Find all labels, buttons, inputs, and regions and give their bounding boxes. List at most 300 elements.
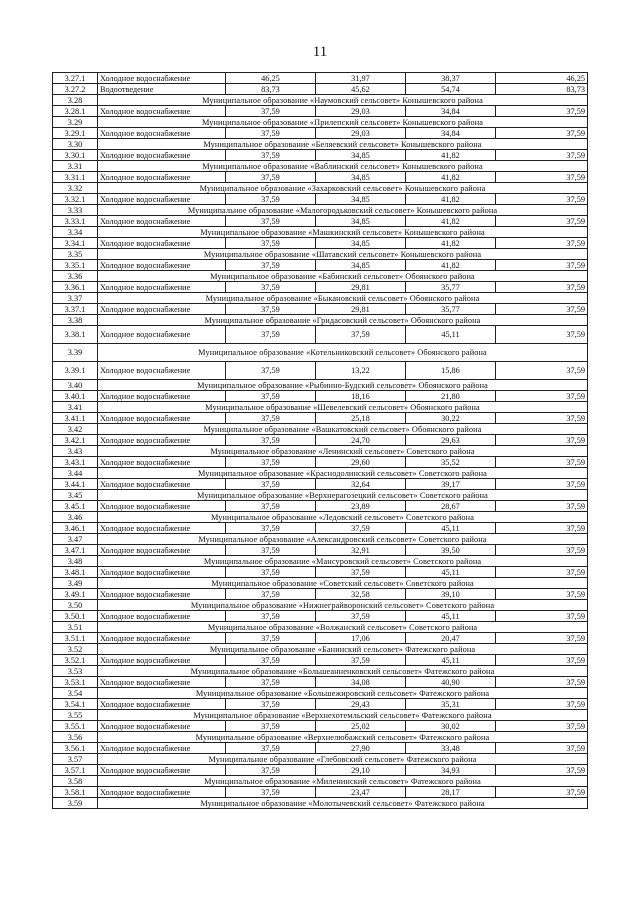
tariff-value-3: 15,86 xyxy=(406,362,496,380)
municipality-title: Муниципальное образование «Волжанский сельсовет» Советского района xyxy=(98,622,588,633)
row-number: 3.38 xyxy=(53,315,98,326)
municipality-title: Муниципальное образование «Быкановский сельсовет» Обоянского района xyxy=(98,293,588,304)
service-name: Холодное водоснабжение xyxy=(98,194,226,205)
table-row xyxy=(53,545,588,556)
row-number: 3.53.1 xyxy=(53,677,98,688)
row-number: 3.42 xyxy=(53,424,98,435)
row-number: 3.49 xyxy=(53,578,98,589)
row-number: 3.34.1 xyxy=(53,238,98,249)
row-number: 3.46 xyxy=(53,512,98,523)
tariff-value-4: 37,59 xyxy=(496,216,588,227)
tariff-value-4: 37,59 xyxy=(496,501,588,512)
tariff-value-2: 34,85 xyxy=(316,238,406,249)
section-header-row xyxy=(53,644,588,655)
tariff-value-3: 35,77 xyxy=(406,282,496,293)
row-number: 3.29.1 xyxy=(53,128,98,139)
tariff-value-4: 37,59 xyxy=(496,721,588,732)
table-row xyxy=(53,765,588,776)
tariff-value-1: 37,59 xyxy=(226,435,316,446)
tariff-value-4: 37,59 xyxy=(496,479,588,490)
row-number: 3.55 xyxy=(53,710,98,721)
tariff-value-3: 45,11 xyxy=(406,611,496,622)
tariff-value-2: 23,47 xyxy=(316,787,406,798)
tariff-value-1: 37,59 xyxy=(226,304,316,315)
tariff-value-2: 34,85 xyxy=(316,194,406,205)
tariff-value-3: 45,11 xyxy=(406,655,496,666)
municipality-title: Муниципальное образование «Ваблинский сельсовет» Конышевского района xyxy=(98,161,588,172)
tariff-value-4: 37,59 xyxy=(496,194,588,205)
table-row xyxy=(53,304,588,315)
municipality-title: Муниципальное образование «Советский сельсовет» Советского района xyxy=(98,578,588,589)
tariff-value-4: 37,59 xyxy=(496,391,588,402)
row-number: 3.45 xyxy=(53,490,98,501)
tariff-value-3: 39,17 xyxy=(406,479,496,490)
table-row xyxy=(53,150,588,161)
tariff-value-3: 35,31 xyxy=(406,699,496,710)
tariff-table xyxy=(52,72,588,809)
row-number: 3.48 xyxy=(53,556,98,567)
table-row xyxy=(53,523,588,534)
row-number: 3.37.1 xyxy=(53,304,98,315)
table-row xyxy=(53,479,588,490)
tariff-value-2: 32,58 xyxy=(316,589,406,600)
table-row xyxy=(53,216,588,227)
tariff-value-2: 24,70 xyxy=(316,435,406,446)
tariff-value-3: 41,82 xyxy=(406,194,496,205)
tariff-value-4: 37,59 xyxy=(496,567,588,578)
row-number: 3.33.1 xyxy=(53,216,98,227)
table-row xyxy=(53,611,588,622)
tariff-value-4: 37,59 xyxy=(496,128,588,139)
tariff-value-2: 29,60 xyxy=(316,457,406,468)
row-number: 3.50 xyxy=(53,600,98,611)
row-number: 3.43.1 xyxy=(53,457,98,468)
service-name: Холодное водоснабжение xyxy=(98,362,226,380)
service-name: Холодное водоснабжение xyxy=(98,326,226,344)
section-header-row xyxy=(53,183,588,194)
municipality-title: Муниципальное образование «Молотычевский сельсовет» Фатежского района xyxy=(98,798,588,809)
row-number: 3.32.1 xyxy=(53,194,98,205)
service-name: Холодное водоснабжение xyxy=(98,457,226,468)
tariff-value-4: 37,59 xyxy=(496,655,588,666)
section-header-row xyxy=(53,380,588,391)
service-name: Холодное водоснабжение xyxy=(98,677,226,688)
section-header-row xyxy=(53,424,588,435)
municipality-title: Муниципальное образование «Бабинский сельсовет» Обоянского района xyxy=(98,271,588,282)
tariff-value-2: 37,59 xyxy=(316,326,406,344)
tariff-value-2: 31,97 xyxy=(316,73,406,84)
row-number: 3.38.1 xyxy=(53,326,98,344)
row-number: 3.54 xyxy=(53,688,98,699)
section-header-row xyxy=(53,402,588,413)
service-name: Холодное водоснабжение xyxy=(98,106,226,117)
row-number: 3.46.1 xyxy=(53,523,98,534)
tariff-value-3: 41,82 xyxy=(406,260,496,271)
municipality-title: Муниципальное образование «Рыбинно-Будский сельсовет» Обоянского района xyxy=(98,380,588,391)
tariff-value-1: 37,59 xyxy=(226,150,316,161)
row-number: 3.54.1 xyxy=(53,699,98,710)
row-number: 3.32 xyxy=(53,183,98,194)
section-header-row xyxy=(53,468,588,479)
table-row xyxy=(53,260,588,271)
row-number: 3.44.1 xyxy=(53,479,98,490)
tariff-value-2: 32,91 xyxy=(316,545,406,556)
row-number: 3.58.1 xyxy=(53,787,98,798)
service-name: Холодное водоснабжение xyxy=(98,128,226,139)
tariff-value-1: 37,59 xyxy=(226,391,316,402)
municipality-title: Муниципальное образование «Малогородьковский сельсовет» Конышевского района xyxy=(98,205,588,216)
municipality-title: Муниципальное образование «Краснодолинский сельсовет» Советского района xyxy=(98,468,588,479)
row-number: 3.31.1 xyxy=(53,172,98,183)
tariff-value-4: 37,59 xyxy=(496,699,588,710)
table-row xyxy=(53,106,588,117)
row-number: 3.56 xyxy=(53,732,98,743)
tariff-value-1: 37,59 xyxy=(226,589,316,600)
row-number: 3.28 xyxy=(53,95,98,106)
tariff-value-3: 45,11 xyxy=(406,523,496,534)
tariff-value-1: 37,59 xyxy=(226,655,316,666)
service-name: Холодное водоснабжение xyxy=(98,413,226,424)
tariff-value-2: 27,90 xyxy=(316,743,406,754)
table-row xyxy=(53,73,588,84)
section-header-row xyxy=(53,315,588,326)
page-number: 11 xyxy=(312,44,328,60)
service-name: Холодное водоснабжение xyxy=(98,721,226,732)
tariff-value-4: 37,59 xyxy=(496,523,588,534)
tariff-value-3: 41,82 xyxy=(406,216,496,227)
tariff-value-1: 37,59 xyxy=(226,633,316,644)
tariff-table-body xyxy=(53,73,588,809)
service-name: Холодное водоснабжение xyxy=(98,567,226,578)
service-name: Холодное водоснабжение xyxy=(98,699,226,710)
tariff-value-1: 37,59 xyxy=(226,216,316,227)
tariff-value-3: 29,63 xyxy=(406,435,496,446)
tariff-value-1: 37,59 xyxy=(226,699,316,710)
section-header-row xyxy=(53,512,588,523)
row-number: 3.56.1 xyxy=(53,743,98,754)
table-row xyxy=(53,589,588,600)
tariff-value-4: 37,59 xyxy=(496,787,588,798)
tariff-value-1: 46,25 xyxy=(226,73,316,84)
tariff-value-2: 29,10 xyxy=(316,765,406,776)
tariff-value-1: 37,59 xyxy=(226,721,316,732)
tariff-value-3: 45,11 xyxy=(406,567,496,578)
tariff-value-1: 37,59 xyxy=(226,457,316,468)
table-row xyxy=(53,787,588,798)
tariff-value-1: 37,59 xyxy=(226,765,316,776)
row-number: 3.40 xyxy=(53,380,98,391)
tariff-value-2: 29,81 xyxy=(316,304,406,315)
tariff-value-4: 37,59 xyxy=(496,589,588,600)
section-header-row xyxy=(53,578,588,589)
service-name: Холодное водоснабжение xyxy=(98,260,226,271)
tariff-value-3: 34,84 xyxy=(406,106,496,117)
table-row xyxy=(53,326,588,344)
table-row xyxy=(53,501,588,512)
row-number: 3.43 xyxy=(53,446,98,457)
tariff-value-4: 37,59 xyxy=(496,106,588,117)
tariff-value-4: 37,59 xyxy=(496,150,588,161)
tariff-value-1: 37,59 xyxy=(226,260,316,271)
table-row xyxy=(53,633,588,644)
tariff-value-1: 37,59 xyxy=(226,523,316,534)
service-name: Холодное водоснабжение xyxy=(98,150,226,161)
tariff-value-4: 37,59 xyxy=(496,743,588,754)
tariff-value-3: 30,02 xyxy=(406,721,496,732)
tariff-value-2: 29,03 xyxy=(316,106,406,117)
tariff-value-1: 37,59 xyxy=(226,479,316,490)
section-header-row xyxy=(53,117,588,128)
tariff-value-1: 37,59 xyxy=(226,172,316,183)
municipality-title: Муниципальное образование «Наумовский сельсовет» Конышевского района xyxy=(98,95,588,106)
tariff-value-1: 37,59 xyxy=(226,413,316,424)
tariff-value-3: 34,84 xyxy=(406,128,496,139)
section-header-row xyxy=(53,490,588,501)
tariff-value-2: 29,03 xyxy=(316,128,406,139)
service-name: Холодное водоснабжение xyxy=(98,216,226,227)
table-row xyxy=(53,677,588,688)
service-name: Холодное водоснабжение xyxy=(98,479,226,490)
section-header-row xyxy=(53,293,588,304)
row-number: 3.29 xyxy=(53,117,98,128)
municipality-title: Муниципальное образование «Нижнеграйворонский сельсовет» Советского района xyxy=(98,600,588,611)
tariff-value-2: 37,59 xyxy=(316,567,406,578)
table-row xyxy=(53,194,588,205)
table-row xyxy=(53,743,588,754)
tariff-value-3: 28,67 xyxy=(406,501,496,512)
tariff-value-3: 35,77 xyxy=(406,304,496,315)
tariff-value-3: 39,50 xyxy=(406,545,496,556)
service-name: Холодное водоснабжение xyxy=(98,589,226,600)
tariff-value-1: 37,59 xyxy=(226,677,316,688)
tariff-value-1: 37,59 xyxy=(226,567,316,578)
table-row xyxy=(53,457,588,468)
section-header-row xyxy=(53,710,588,721)
tariff-value-4: 37,59 xyxy=(496,435,588,446)
tariff-value-2: 34,08 xyxy=(316,677,406,688)
section-header-row xyxy=(53,666,588,677)
tariff-value-2: 37,59 xyxy=(316,611,406,622)
tariff-value-1: 37,59 xyxy=(226,238,316,249)
tariff-value-4: 46,25 xyxy=(496,73,588,84)
table-row xyxy=(53,567,588,578)
row-number: 3.39 xyxy=(53,344,98,362)
tariff-value-4: 37,59 xyxy=(496,545,588,556)
service-name: Холодное водоснабжение xyxy=(98,172,226,183)
service-name: Холодное водоснабжение xyxy=(98,501,226,512)
section-header-row xyxy=(53,249,588,260)
tariff-value-2: 32,64 xyxy=(316,479,406,490)
table-row xyxy=(53,128,588,139)
municipality-title: Муниципальное образование «Верхнехотемльский сельсовет» Фатежского района xyxy=(98,710,588,721)
tariff-value-3: 30,22 xyxy=(406,413,496,424)
service-name: Холодное водоснабжение xyxy=(98,238,226,249)
row-number: 3.35.1 xyxy=(53,260,98,271)
tariff-value-4: 37,59 xyxy=(496,282,588,293)
row-number: 3.36.1 xyxy=(53,282,98,293)
row-number: 3.39.1 xyxy=(53,362,98,380)
service-name: Холодное водоснабжение xyxy=(98,282,226,293)
section-header-row xyxy=(53,446,588,457)
municipality-title: Муниципальное образование «Беляевский сельсовет» Конышевского района xyxy=(98,139,588,150)
row-number: 3.30 xyxy=(53,139,98,150)
tariff-value-4: 37,59 xyxy=(496,677,588,688)
table-row xyxy=(53,282,588,293)
municipality-title: Муниципальное образование «Машкинский сельсовет» Конышевского района xyxy=(98,227,588,238)
service-name: Холодное водоснабжение xyxy=(98,743,226,754)
service-name: Холодное водоснабжение xyxy=(98,611,226,622)
row-number: 3.37 xyxy=(53,293,98,304)
tariff-value-4: 83,73 xyxy=(496,84,588,95)
table-row xyxy=(53,435,588,446)
tariff-value-2: 37,59 xyxy=(316,523,406,534)
row-number: 3.31 xyxy=(53,161,98,172)
section-header-row xyxy=(53,732,588,743)
row-number: 3.36 xyxy=(53,271,98,282)
tariff-value-4: 37,59 xyxy=(496,172,588,183)
row-number: 3.27.1 xyxy=(53,73,98,84)
section-header-row xyxy=(53,227,588,238)
tariff-value-1: 37,59 xyxy=(226,194,316,205)
tariff-value-1: 37,59 xyxy=(226,106,316,117)
tariff-value-4: 37,59 xyxy=(496,260,588,271)
section-header-row xyxy=(53,556,588,567)
service-name: Холодное водоснабжение xyxy=(98,765,226,776)
tariff-value-3: 35,52 xyxy=(406,457,496,468)
tariff-value-4: 37,59 xyxy=(496,765,588,776)
table-row xyxy=(53,391,588,402)
municipality-title: Муниципальное образование «Шатавский сельсовет» Конышевского района xyxy=(98,249,588,260)
tariff-value-3: 28,17 xyxy=(406,787,496,798)
tariff-value-4: 37,59 xyxy=(496,457,588,468)
row-number: 3.59 xyxy=(53,798,98,809)
section-header-row xyxy=(53,139,588,150)
service-name: Холодное водоснабжение xyxy=(98,545,226,556)
tariff-value-3: 38,37 xyxy=(406,73,496,84)
municipality-title: Муниципальное образование «Верхнелюбажский сельсовет» Фатежского района xyxy=(98,732,588,743)
tariff-value-2: 25,18 xyxy=(316,413,406,424)
tariff-value-4: 37,59 xyxy=(496,362,588,380)
municipality-title: Муниципальное образование «Шевелевский сельсовет» Обоянского района xyxy=(98,402,588,413)
tariff-value-4: 37,59 xyxy=(496,304,588,315)
table-row xyxy=(53,362,588,380)
row-number: 3.47.1 xyxy=(53,545,98,556)
table-row xyxy=(53,413,588,424)
tariff-value-3: 20,47 xyxy=(406,633,496,644)
row-number: 3.34 xyxy=(53,227,98,238)
section-header-row xyxy=(53,271,588,282)
service-name: Холодное водоснабжение xyxy=(98,304,226,315)
table-row xyxy=(53,84,588,95)
table-row xyxy=(53,699,588,710)
row-number: 3.52 xyxy=(53,644,98,655)
tariff-value-2: 13,22 xyxy=(316,362,406,380)
tariff-value-1: 37,59 xyxy=(226,611,316,622)
table-row xyxy=(53,172,588,183)
tariff-value-1: 37,59 xyxy=(226,545,316,556)
section-header-row xyxy=(53,161,588,172)
tariff-value-3: 39,10 xyxy=(406,589,496,600)
municipality-title: Муниципальное образование «Миленинский сельсовет» Фатежского района xyxy=(98,776,588,787)
row-number: 3.45.1 xyxy=(53,501,98,512)
tariff-value-2: 45,62 xyxy=(316,84,406,95)
service-name: Холодное водоснабжение xyxy=(98,655,226,666)
tariff-value-1: 83,73 xyxy=(226,84,316,95)
row-number: 3.57 xyxy=(53,754,98,765)
section-header-row xyxy=(53,95,588,106)
tariff-value-2: 34,85 xyxy=(316,150,406,161)
municipality-title: Муниципальное образование «Глебовский сельсовет» Фатежского района xyxy=(98,754,588,765)
tariff-value-3: 41,82 xyxy=(406,238,496,249)
municipality-title: Муниципальное образование «Захарковский сельсовет» Конышевского района xyxy=(98,183,588,194)
table-row xyxy=(53,721,588,732)
municipality-title: Муниципальное образование «Банинский сельсовет» Фатежского района xyxy=(98,644,588,655)
section-header-row xyxy=(53,205,588,216)
section-header-row xyxy=(53,344,588,362)
row-number: 3.51.1 xyxy=(53,633,98,644)
tariff-value-2: 34,85 xyxy=(316,172,406,183)
municipality-title: Муниципальное образование «Большежировский сельсовет» Фатежского района xyxy=(98,688,588,699)
tariff-value-1: 37,59 xyxy=(226,787,316,798)
row-number: 3.33 xyxy=(53,205,98,216)
municipality-title: Муниципальное образование «Вашкатовский сельсовет» Обоянского района xyxy=(98,424,588,435)
tariff-value-2: 25,02 xyxy=(316,721,406,732)
service-name: Холодное водоснабжение xyxy=(98,73,226,84)
municipality-title: Муниципальное образование «Гридасовский сельсовет» Обоянского района xyxy=(98,315,588,326)
row-number: 3.55.1 xyxy=(53,721,98,732)
service-name: Холодное водоснабжение xyxy=(98,633,226,644)
row-number: 3.51 xyxy=(53,622,98,633)
tariff-value-2: 34,85 xyxy=(316,260,406,271)
municipality-title: Муниципальное образование «Ледовский сельсовет» Советского района xyxy=(98,512,588,523)
municipality-title: Муниципальное образование «Большеанненковский сельсовет» Фатежского района xyxy=(98,666,588,677)
table-row xyxy=(53,655,588,666)
section-header-row xyxy=(53,754,588,765)
row-number: 3.49.1 xyxy=(53,589,98,600)
row-number: 3.47 xyxy=(53,534,98,545)
row-number: 3.42.1 xyxy=(53,435,98,446)
section-header-row xyxy=(53,600,588,611)
municipality-title: Муниципальное образование «Мансуровский сельсовет» Советского района xyxy=(98,556,588,567)
tariff-value-2: 37,59 xyxy=(316,655,406,666)
row-number: 3.58 xyxy=(53,776,98,787)
section-header-row xyxy=(53,622,588,633)
tariff-value-3: 40,90 xyxy=(406,677,496,688)
tariff-value-1: 37,59 xyxy=(226,501,316,512)
tariff-value-3: 21,80 xyxy=(406,391,496,402)
tariff-value-4: 37,59 xyxy=(496,611,588,622)
row-number: 3.44 xyxy=(53,468,98,479)
tariff-value-1: 37,59 xyxy=(226,743,316,754)
municipality-title: Муниципальное образование «Прилепский сельсовет» Конышевского района xyxy=(98,117,588,128)
row-number: 3.27.2 xyxy=(53,84,98,95)
tariff-value-4: 37,59 xyxy=(496,326,588,344)
tariff-value-3: 45,11 xyxy=(406,326,496,344)
tariff-value-3: 34,93 xyxy=(406,765,496,776)
municipality-title: Муниципальное образование «Котельниковский сельсовет» Обоянского района xyxy=(98,344,588,362)
section-header-row xyxy=(53,776,588,787)
tariff-value-3: 41,82 xyxy=(406,150,496,161)
tariff-value-1: 37,59 xyxy=(226,128,316,139)
service-name: Холодное водоснабжение xyxy=(98,435,226,446)
row-number: 3.53 xyxy=(53,666,98,677)
section-header-row xyxy=(53,534,588,545)
tariff-value-4: 37,59 xyxy=(496,633,588,644)
tariff-value-2: 23,89 xyxy=(316,501,406,512)
service-name: Холодное водоснабжение xyxy=(98,523,226,534)
row-number: 3.35 xyxy=(53,249,98,260)
municipality-title: Муниципальное образование «Ленинский сельсовет» Советского района xyxy=(98,446,588,457)
